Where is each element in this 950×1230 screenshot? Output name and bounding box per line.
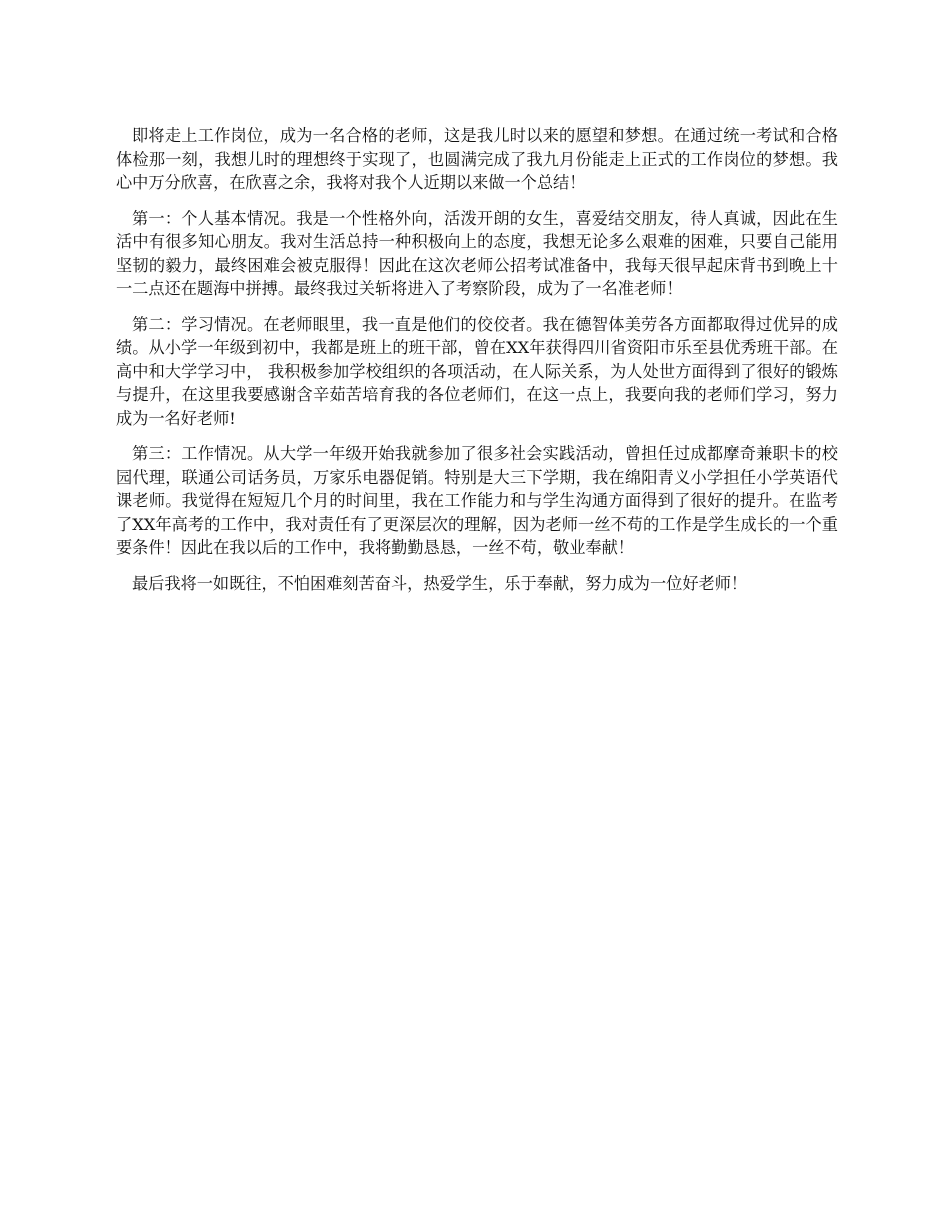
paragraph-work: 第三：工作情况。从大学一年级开始我就参加了很多社会实践活动，曾担任过成都摩奇兼职卡的校园代理，联通公司话务员，万家乐电器促销。特别是大三下学期，我在绵阳青义小学担任小学英语代课老师。我觉得在短短几个月的时间里，我在工作能力和与学生沟通方面得到了很好的提升。在监考了XX年高考的工作中，我对责任有了更深层次的理解，因为老师一丝不苟的工作是学生成长的一个重要条件！因此在我以后的工作中，我将勤勤恳恳，一丝不苟，敬业奉献！ <box>116 444 838 557</box>
document-body <box>116 124 838 607</box>
paragraph-intro: 即将走上工作岗位，成为一名合格的老师，这是我儿时以来的愿望和梦想。在通过统一考试和合格体检那一刻，我想儿时的理想终于实现了，也圆满完成了我九月份能走上正式的工作岗位的梦想。我心中万分欣喜，在欣喜之余，我将对我个人近期以来做一个总结！ <box>116 126 838 192</box>
paragraph-conclusion: 最后我将一如既往，不怕困难刻苦奋斗，热爱学生，乐于奉献，努力成为一位好老师！ <box>132 573 748 593</box>
paragraph-personal-info: 第一：个人基本情况。我是一个性格外向，活泼开朗的女生，喜爱结交朋友，待人真诚，因此在生活中有很多知心朋友。我对生活总持一种积极向上的态度，我想无论多么艰难的困难，只要自己能用坚韧的毅力，最终困难会被克服得！因此在这次老师公招考试准备中，我每天很早起床背书到晚上十一二点还在题海中拼搏。最终我过关斩将进入了考察阶段，成为了一名准老师！ <box>116 208 838 298</box>
paragraph-study: 第二：学习情况。在老师眼里，我一直是他们的佼佼者。我在德智体美劳各方面都取得过优异的成绩。从小学一年级到初中，我都是班上的班干部，曾在XX年获得四川省资阳市乐至县优秀班干部。在高中和大学学习中， 我积极参加学校组织的各项活动，在人际关系，为人处世方面得到了很好的锻炼与提升，在这里我要感谢含辛茹苦培育我的各位老师们，在这一点上，我要向我的老师们学习，努力成为一名好老师! <box>116 314 838 428</box>
